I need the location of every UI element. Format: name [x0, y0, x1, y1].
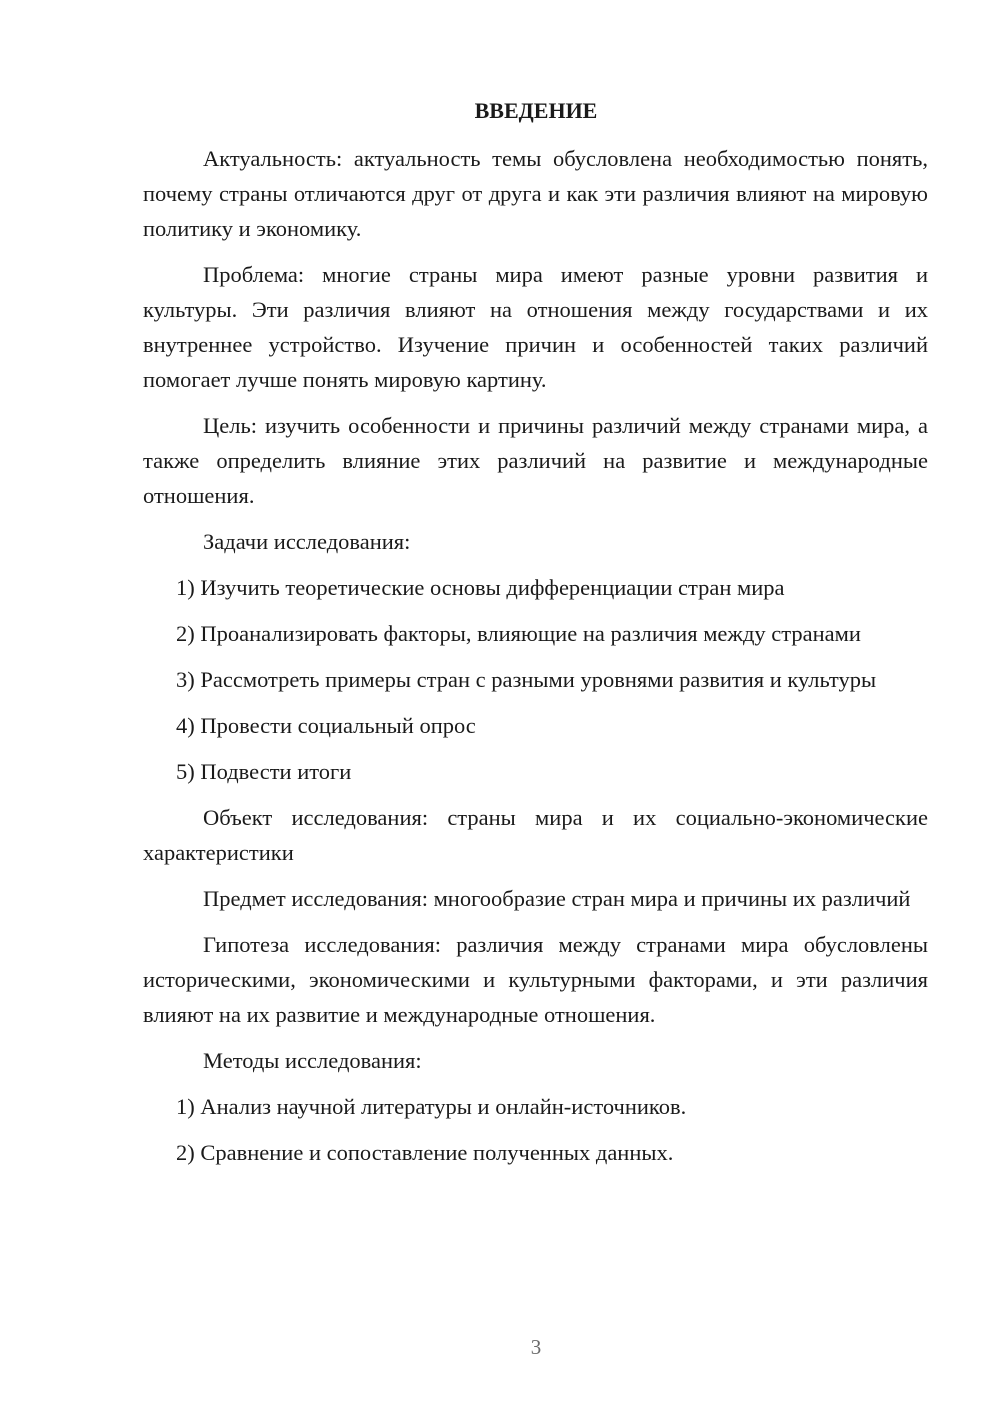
- hypothesis-paragraph: Гипотеза исследования: различия между странами мира обусловлены историческими, экономическими и культурными факторами, и эти различия влияют на их развитие и международные отношения.: [143, 932, 928, 1027]
- goal-paragraph: Цель: изучить особенности и причины различий между странами мира, а также определить влияние этих различий на развитие и международные отношения.: [143, 413, 928, 508]
- task-item: 3) Рассмотреть примеры стран с разными уровнями развития и культуры: [176, 667, 877, 692]
- method-item: 1) Анализ научной литературы и онлайн-источников.: [176, 1094, 687, 1119]
- section-body: [143, 141, 928, 1181]
- page-number: 3: [530, 1335, 542, 1359]
- section-heading: ВВЕДЕНИЕ: [474, 98, 598, 123]
- methods-title: Методы исследования:: [203, 1048, 422, 1073]
- problem-paragraph: Проблема: многие страны мира имеют разные уровни развития и культуры. Эти различия влияют на отношения между государствами и их внутреннее устройство. Изучение причин и особенностей таких различий помогает лучше понять мировую картину.: [143, 262, 928, 392]
- relevance-paragraph: Актуальность: актуальность темы обусловлена необходимостью понять, почему страны отличаются друг от друга и как эти различия влияют на мировую политику и экономику.: [143, 146, 928, 241]
- task-item: 5) Подвести итоги: [176, 759, 352, 784]
- tasks-title: Задачи исследования:: [203, 529, 411, 554]
- subject-paragraph: Предмет исследования: многообразие стран мира и причины их различий: [203, 886, 911, 911]
- task-item: 4) Провести социальный опрос: [176, 713, 476, 738]
- object-paragraph: Объект исследования: страны мира и их социально-экономические характеристики: [143, 805, 928, 865]
- method-item: 2) Сравнение и сопоставление полученных данных.: [176, 1140, 674, 1165]
- task-item: 1) Изучить теоретические основы дифференциации стран мира: [176, 575, 785, 600]
- task-item: 2) Проанализировать факторы, влияющие на различия между странами: [176, 621, 861, 646]
